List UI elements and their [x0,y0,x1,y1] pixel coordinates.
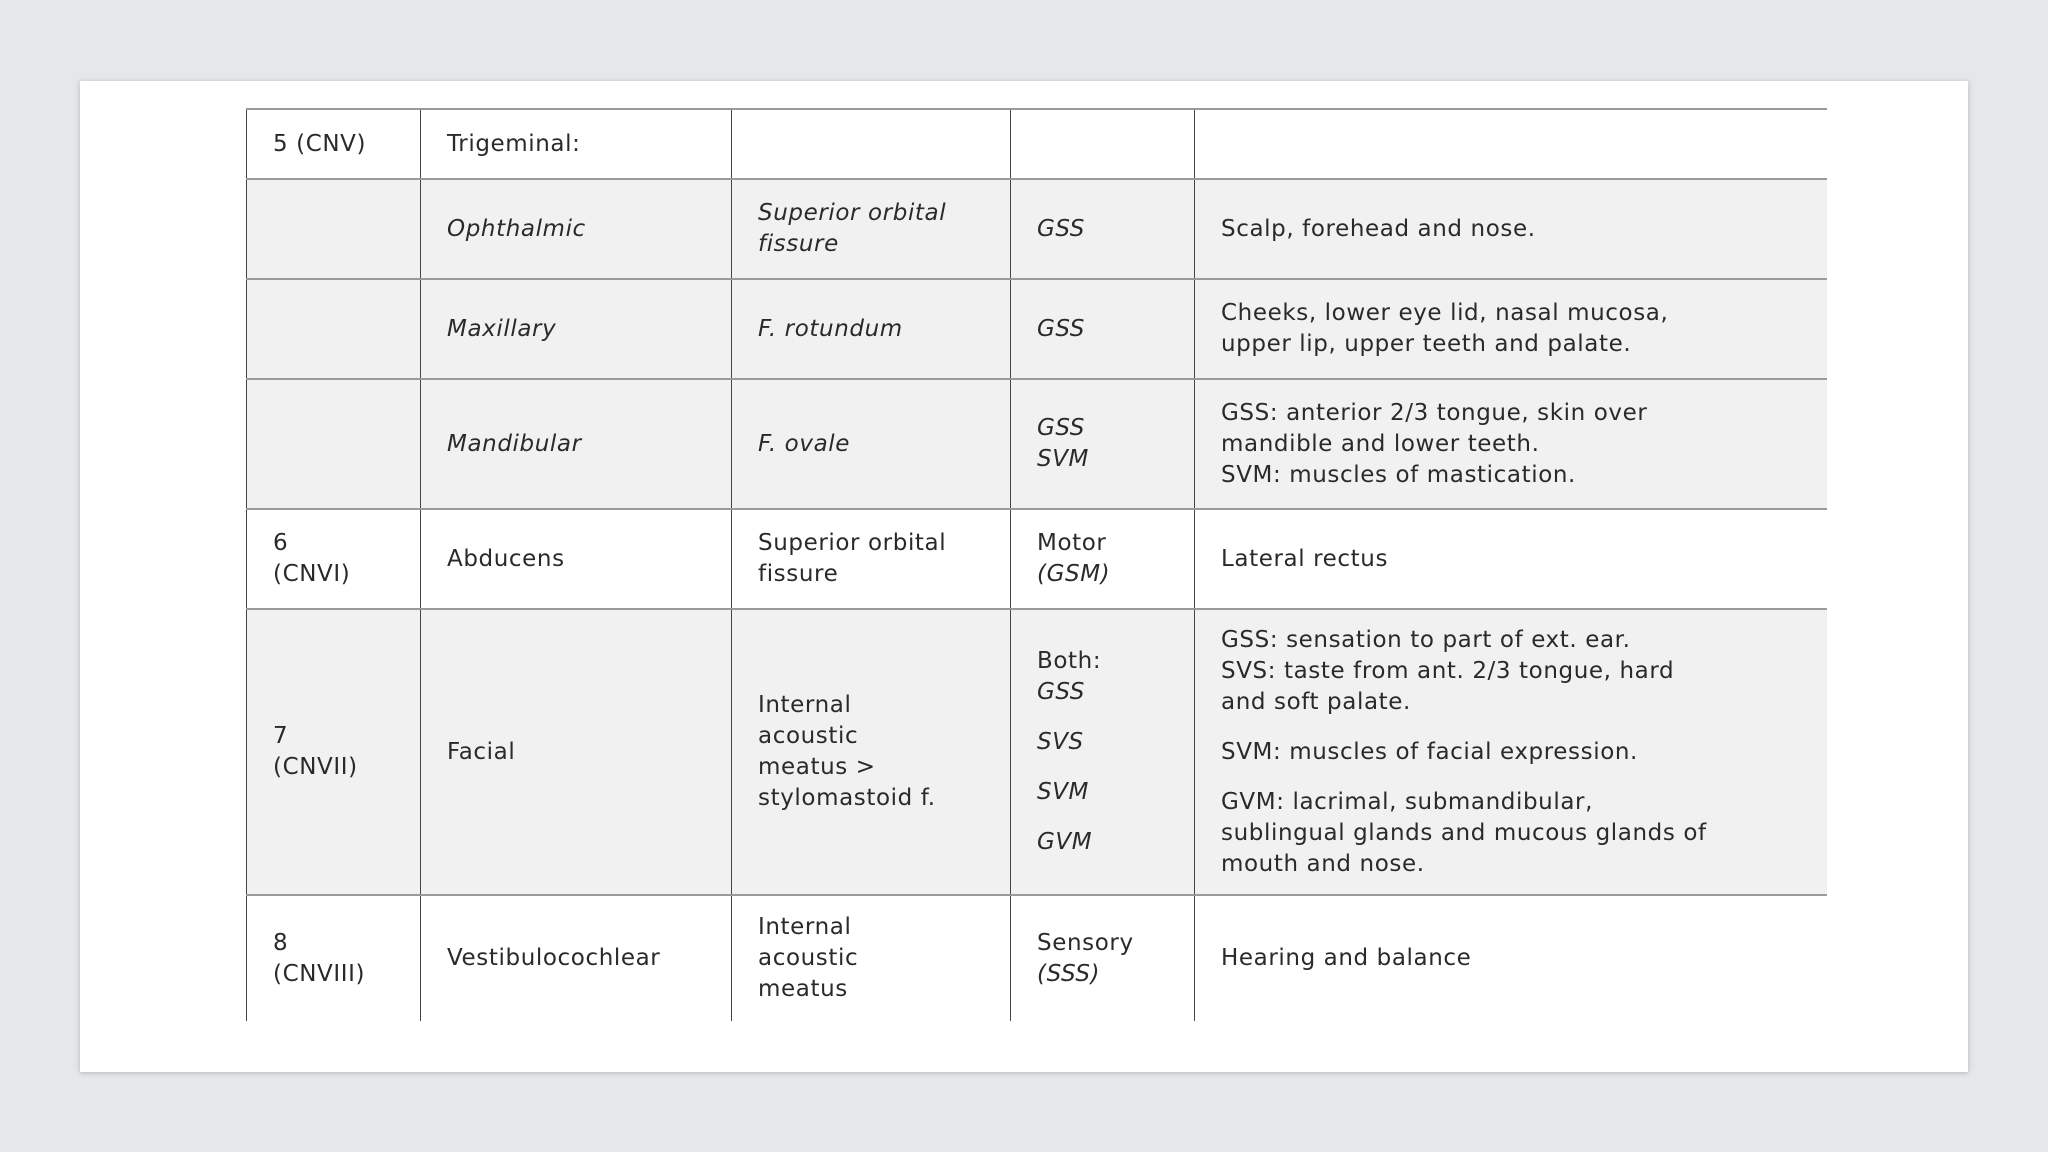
cell-type [1011,609,1195,895]
fiber-type: SVM [1037,779,1089,805]
cell-function [1195,609,1827,895]
slide [80,81,1968,1072]
foramen-line: fissure [758,231,839,257]
table-row-mandibular [247,379,1827,509]
cell-foramen [732,895,1011,1021]
foramen-line: Superior orbital [758,530,947,556]
cell-function [1195,109,1827,179]
table-row-maxillary [247,279,1827,379]
cell-name [421,179,732,279]
foramen-line: Superior orbital [758,200,947,226]
nerve-number: 8 [273,929,289,956]
function-line: SVM: muscles of mastication. [1221,461,1576,488]
fiber-type: Sensory [1037,929,1134,956]
cell-number [247,109,421,179]
cell-name [421,379,732,509]
cell-type [1011,109,1195,179]
fiber-type: SVM [1037,446,1089,472]
table-row-cn7 [247,609,1827,895]
cell-function [1195,279,1827,379]
fiber-type: Both: [1037,648,1102,674]
cell-type [1011,379,1195,509]
function-line: GSS: anterior 2/3 tongue, skin over [1221,399,1648,426]
cell-name [421,895,732,1021]
branch-name: Ophthalmic [447,215,586,242]
foramen-line: meatus [758,976,848,1002]
foramen-line: F. ovale [758,430,851,457]
cell-function [1195,895,1827,1021]
cell-foramen [732,279,1011,379]
cell-type [1011,509,1195,609]
fiber-type: SVS [1037,729,1084,755]
function-line: and soft palate. [1221,688,1411,715]
nerve-name: Abducens [447,545,565,572]
cell-name [421,609,732,895]
nerve-number: 5 (CNV) [273,130,367,157]
function-line: mandible and lower teeth. [1221,430,1540,457]
nerve-number: 6 [273,530,289,556]
cell-number [247,379,421,509]
cell-type [1011,279,1195,379]
function-line: SVS: taste from ant. 2/3 tongue, hard [1221,657,1675,684]
nerve-number: (CNVII) [273,754,358,780]
cell-foramen [732,179,1011,279]
foramen-line: fissure [758,561,839,587]
cell-name [421,279,732,379]
nerve-number: (CNVIII) [273,960,366,987]
cell-foramen [732,109,1011,179]
nerve-name: Facial [447,738,516,765]
cell-type [1011,179,1195,279]
cell-number [247,179,421,279]
function-line: Lateral rectus [1221,545,1389,572]
cell-name [421,509,732,609]
fiber-type: GSS [1037,315,1086,342]
function-line: GVM: lacrimal, submandibular, [1221,788,1594,815]
cell-function [1195,509,1827,609]
cell-function [1195,379,1827,509]
fiber-type: Motor [1037,530,1107,556]
function-line: SVM: muscles of facial expression. [1221,738,1638,765]
cranial-nerves-table [246,108,1827,1021]
fiber-type: GSS [1037,215,1086,242]
function-line: GSS: sensation to part of ext. ear. [1221,626,1631,653]
foramen-line: Internal [758,914,852,940]
function-line: sublingual glands and mucous glands of [1221,819,1707,846]
function-line: mouth and nose. [1221,850,1425,877]
nerve-number: 7 [273,723,289,749]
cell-foramen [732,509,1011,609]
cell-foramen [732,609,1011,895]
table-row-cn5 [247,109,1827,179]
table-row-cn8 [247,895,1827,1021]
branch-name: Maxillary [447,315,557,342]
cell-number [247,609,421,895]
function-line: Cheeks, lower eye lid, nasal mucosa, [1221,300,1669,326]
table-row-cn6 [247,509,1827,609]
foramen-line: meatus > [758,754,876,780]
branch-name: Mandibular [447,430,582,457]
cell-type [1011,895,1195,1021]
nerve-number: (CNVI) [273,561,351,587]
fiber-type: (GSM) [1037,561,1111,587]
foramen-line: acoustic [758,945,859,971]
nerve-name: Vestibulocochlear [447,945,661,971]
foramen-line: F. rotundum [758,315,903,342]
cell-number [247,509,421,609]
cell-foramen [732,379,1011,509]
cell-function [1195,179,1827,279]
function-line: Scalp, forehead and nose. [1221,215,1536,242]
cell-number [247,895,421,1021]
foramen-line: stylomastoid f. [758,785,936,811]
fiber-type: GSS [1037,415,1086,441]
cell-number [247,279,421,379]
table-row-ophthalmic [247,179,1827,279]
function-line: upper lip, upper teeth and palate. [1221,331,1632,357]
cell-name [421,109,732,179]
function-line: Hearing and balance [1221,945,1472,971]
nerve-name: Trigeminal: [447,130,581,157]
foramen-line: Internal [758,692,852,718]
foramen-line: acoustic [758,723,859,749]
fiber-type: GVM [1037,829,1093,855]
fiber-type: (SSS) [1037,960,1101,987]
fiber-type: GSS [1037,679,1086,705]
